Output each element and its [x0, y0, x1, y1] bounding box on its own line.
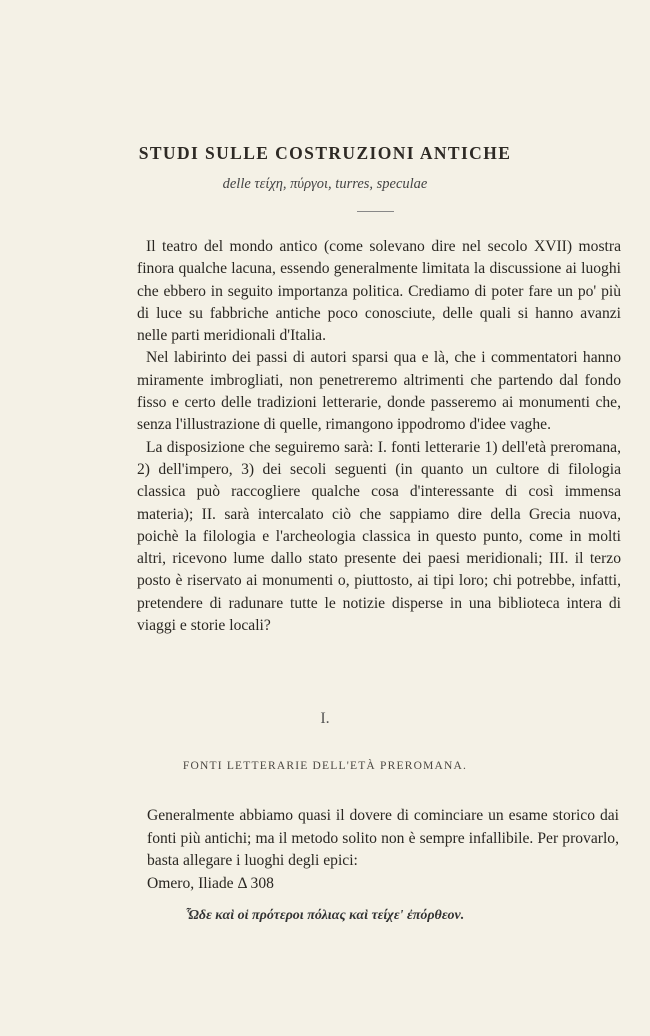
paragraph-2: Nel labirinto dei passi di autori sparsi qua e là, che i commentatori hanno miramente imbrogliati, non penetreremo altrimenti che partendo dal fondo fisso e certo delle tradizioni letterarie, donde passeremo ai monumenti che, senza l'illustrazione di quelle, rimangono ippodromo d'idee vaghe.: [137, 349, 621, 434]
section-heading: FONTI LETTERARIE DELL'ETÀ PREROMANA.: [182, 760, 468, 772]
title-divider: [357, 211, 394, 212]
section-number: I.: [320, 710, 330, 727]
page-subtitle: delle τείχη, πύργοι, turres, speculae: [222, 176, 428, 192]
section-text: [147, 805, 619, 895]
paragraph-4: Generalmente abbiamo quasi il dovere di cominciare un esame storico dai fonti più antichi; ma il metodo solito non è sempre infallibile. Per provarlo, basta allegare i luoghi degli epici:: [147, 807, 619, 869]
paragraph-3: La disposizione che seguiremo sarà: I. fonti letterarie 1) dell'età preromana, 2) dell'impero, 3) dei secoli seguenti (in quanto un cultore di filologia classica può raccogliere qualche cosa d'interessante di così immensa materia); II. sarà intercalato ciò che sappiamo dire della Grecia nuova, poichè la filologia e l'archeologia classica in questo punto, come in molti altri, ricevono lume dallo stato presente dei paesi meridionali; III. il terzo posto è riservato ai monumenti o, piuttosto, ai tipi loro; chi potrebbe, infatti, pretendere di radunare tutte le notizie disperse in una biblioteca intera di viaggi e storie locali?: [137, 438, 621, 635]
paragraph-1: Il teatro del mondo antico (come solevano dire nel secolo XVII) mostra finora qualche lacuna, essendo generalmente limitata la discussione ai luoghi che ebbero in seguito importanza politica. Crediamo di poter fare un po' più di luce su fabbriche antiche poco conosciute, delle quali si hanno avanzi nelle parti meridionali d'Italia.: [137, 238, 621, 345]
intro-text: [137, 236, 621, 637]
greek-quote: Ὧδε καὶ οἱ πρότεροι πόλιας καὶ τείχε' ἐπόρθεον.: [185, 908, 465, 923]
citation: Omero, Iliade Δ 308: [147, 874, 274, 892]
page-title: STUDI SULLE COSTRUZIONI ANTICHE: [138, 143, 512, 163]
